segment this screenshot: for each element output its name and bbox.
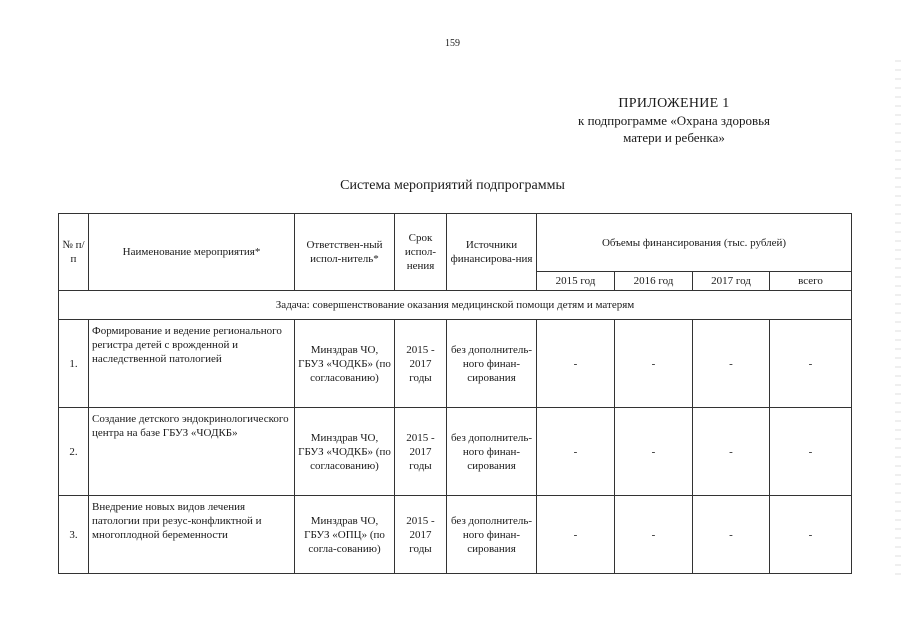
row-total: - (770, 496, 852, 574)
document-title: Система мероприятий подпрограммы (340, 178, 565, 193)
page-number: 159 (445, 38, 460, 49)
row-sources: без дополнитель-ного финан-сирования (447, 496, 537, 574)
row-executor: Минздрав ЧО, ГБУЗ «ЧОДКБ» (по согласованию) (295, 320, 395, 408)
table-row (59, 408, 852, 496)
appendix-title: ПРИЛОЖЕНИЕ 1 (618, 96, 730, 111)
table-row (59, 496, 852, 574)
appendix-line-2: матери и ребенка» (623, 130, 725, 145)
table-row (59, 320, 852, 408)
row-2017: - (693, 408, 770, 496)
row-term: 2015 - 2017 годы (395, 408, 447, 496)
row-2016: - (615, 320, 693, 408)
row-name: Формирование и ведение регионального регистра детей с врожденной и наследственной патологией (89, 320, 295, 408)
row-sources: без дополнитель-ного финан-сирования (447, 408, 537, 496)
header-row-1 (59, 214, 852, 272)
header-volumes: Объемы финансирования (тыс. рублей) (537, 214, 852, 272)
header-2017: 2017 год (693, 272, 770, 291)
header-num: № п/п (59, 214, 89, 291)
header-name: Наименование мероприятия* (89, 214, 295, 291)
row-2015: - (537, 408, 615, 496)
row-total: - (770, 408, 852, 496)
activities-table (58, 213, 852, 574)
row-2016: - (615, 496, 693, 574)
row-name: Внедрение новых видов лечения патологии при резус-конфликтной и многоплодной беременности (89, 496, 295, 574)
row-2016: - (615, 408, 693, 496)
header-2015: 2015 год (537, 272, 615, 291)
task-row (59, 291, 852, 320)
appendix-block (578, 95, 770, 146)
header-executor: Ответствен-ный испол-нитель* (295, 214, 395, 291)
appendix-line-1: к подпрограмме «Охрана здоровья (578, 113, 770, 128)
row-executor: Минздрав ЧО, ГБУЗ «ОПЦ» (по согла-сованию) (295, 496, 395, 574)
row-total: - (770, 320, 852, 408)
header-total: всего (770, 272, 852, 291)
row-num: 3. (59, 496, 89, 574)
row-2015: - (537, 496, 615, 574)
row-term: 2015 - 2017 годы (395, 496, 447, 574)
row-term: 2015 - 2017 годы (395, 320, 447, 408)
row-2015: - (537, 320, 615, 408)
header-2016: 2016 год (615, 272, 693, 291)
row-num: 1. (59, 320, 89, 408)
row-2017: - (693, 496, 770, 574)
row-2017: - (693, 320, 770, 408)
task-text: Задача: совершенствование оказания медицинской помощи детям и матерям (59, 291, 852, 320)
header-term: Срок испол-нения (395, 214, 447, 291)
row-name: Создание детского эндокринологического центра на базе ГБУЗ «ЧОДКБ» (89, 408, 295, 496)
row-num: 2. (59, 408, 89, 496)
header-sources: Источники финансирова-ния (447, 214, 537, 291)
row-executor: Минздрав ЧО, ГБУЗ «ЧОДКБ» (по согласованию) (295, 408, 395, 496)
scan-edge-artifact (895, 60, 901, 580)
row-sources: без дополнитель-ного финан-сирования (447, 320, 537, 408)
